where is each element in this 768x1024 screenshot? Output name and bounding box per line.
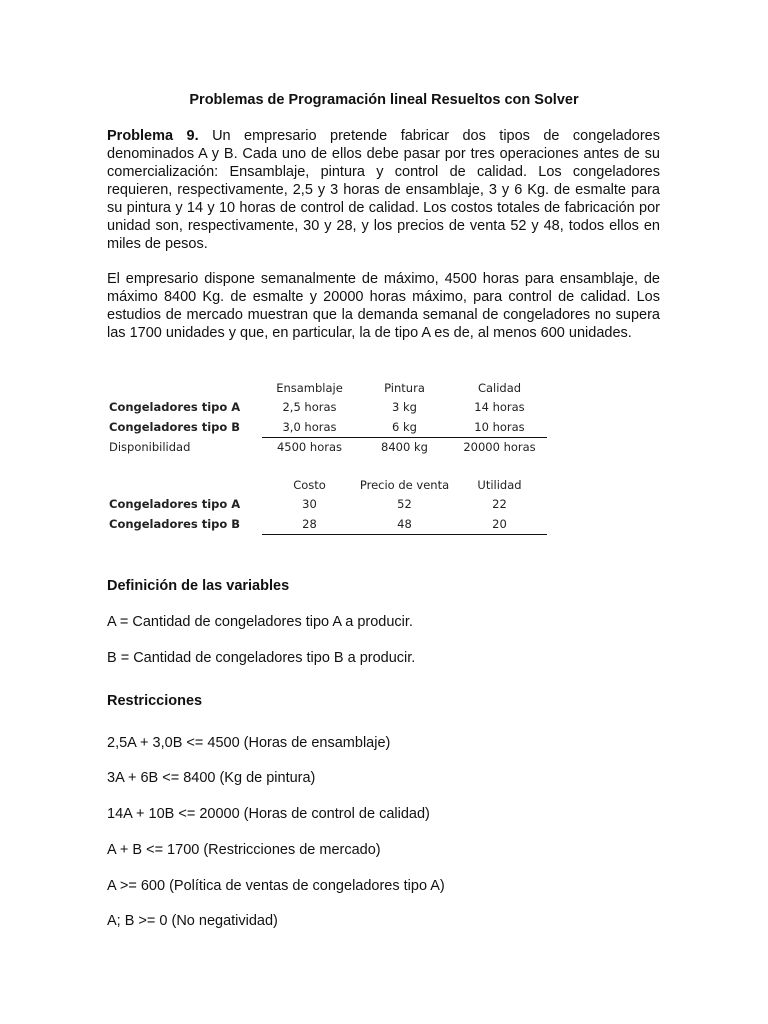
- table-cell: 20000 horas: [463, 440, 536, 455]
- table-cell: 48: [357, 514, 452, 534]
- table-cell: 6 kg: [357, 417, 452, 437]
- problem-text-1: Un empresario pretende fabricar dos tipos de congeladores denominados A y B. Cada uno de ellos debe pasar por tres operaciones antes de su comercialización: Ensamblaje, pintura y control de calidad. Los congeladores requieren, respectivamente, 2,5 y 3 horas de ensamblaje, 3 y 6 Kg. de esmalte para su pintura y 14 y 10 horas de control de calidad. Los costos totales de fabricación por unidad son, respectivamente, 30 y 28, y los precios de venta 52 y 48, todos ellos en miles de pesos.: [107, 128, 661, 252]
- table-header: Ensamblaje: [276, 380, 343, 395]
- row-label: Congeladores tipo B: [109, 517, 241, 531]
- table-row: [109, 417, 547, 437]
- problem-paragraph-1: [107, 127, 660, 253]
- restrictions-heading: Restricciones: [107, 693, 203, 709]
- row-label: Congeladores tipo B: [109, 420, 241, 434]
- restriction-item: A; B >= 0 (No negatividad): [107, 913, 278, 929]
- table-cell: 3 kg: [392, 400, 417, 415]
- restriction-item: A >= 600 (Política de ventas de congeladores tipo A): [107, 878, 445, 894]
- restriction-item: 14A + 10B <= 20000 (Horas de control de calidad): [107, 806, 430, 822]
- restriction-item: 2,5A + 3,0B <= 4500 (Horas de ensamblaje): [107, 735, 391, 751]
- table-cell: 22: [492, 497, 507, 512]
- table-cell: 10 horas: [452, 417, 547, 437]
- table-cell: 4500 horas: [276, 440, 342, 455]
- variables-heading: Definición de las variables: [107, 578, 290, 594]
- restriction-item: A + B <= 1700 (Restricciones de mercado): [107, 842, 381, 858]
- table-header: Costo: [293, 477, 326, 492]
- variable-b-definition: B = Cantidad de congeladores tipo B a producir.: [107, 650, 416, 666]
- row-label: Congeladores tipo A: [109, 497, 241, 512]
- table-cell: 28: [262, 514, 357, 534]
- variable-a-definition: A = Cantidad de congeladores tipo A a producir.: [107, 614, 413, 630]
- table-header-row: [109, 475, 547, 495]
- table-header-row: [109, 378, 547, 398]
- table-header: Pintura: [384, 380, 425, 395]
- table-cell: 20: [452, 514, 547, 534]
- document-title: Problemas de Programación lineal Resueltos con Solver: [189, 92, 579, 108]
- table-header: Calidad: [477, 380, 522, 395]
- row-label: Congeladores tipo A: [109, 400, 241, 415]
- problem-paragraph-2: El empresario dispone semanalmente de máximo, 4500 horas para ensamblaje, de máximo 8400 Kg. de esmalte y 20000 horas máximo, para control de calidad. Los estudios de mercado muestran que la demanda semanal de congeladores no supera las 1700 unidades y que, en particular, la de tipo A es de, al menos 600 unidades.: [107, 271, 660, 341]
- table-cell: 8400 kg: [381, 440, 428, 455]
- table-cell: 52: [397, 497, 412, 512]
- operations-table: [109, 378, 547, 457]
- table-row: [109, 398, 547, 418]
- table-row: [109, 495, 547, 515]
- table-row: [109, 514, 547, 534]
- table-cell: 2,5 horas: [282, 400, 337, 415]
- table-cell: 3,0 horas: [262, 417, 357, 437]
- table-row: [109, 437, 547, 457]
- problem-label: Problema 9.: [107, 128, 199, 144]
- restriction-item: 3A + 6B <= 8400 (Kg de pintura): [107, 770, 316, 786]
- cost-table: [109, 475, 547, 535]
- table-cell: 30: [302, 497, 317, 512]
- table-cell: 14 horas: [474, 400, 525, 415]
- table-header: Utilidad: [477, 477, 522, 492]
- table-header: Precio de venta: [359, 477, 450, 492]
- row-label: Disponibilidad: [109, 440, 191, 454]
